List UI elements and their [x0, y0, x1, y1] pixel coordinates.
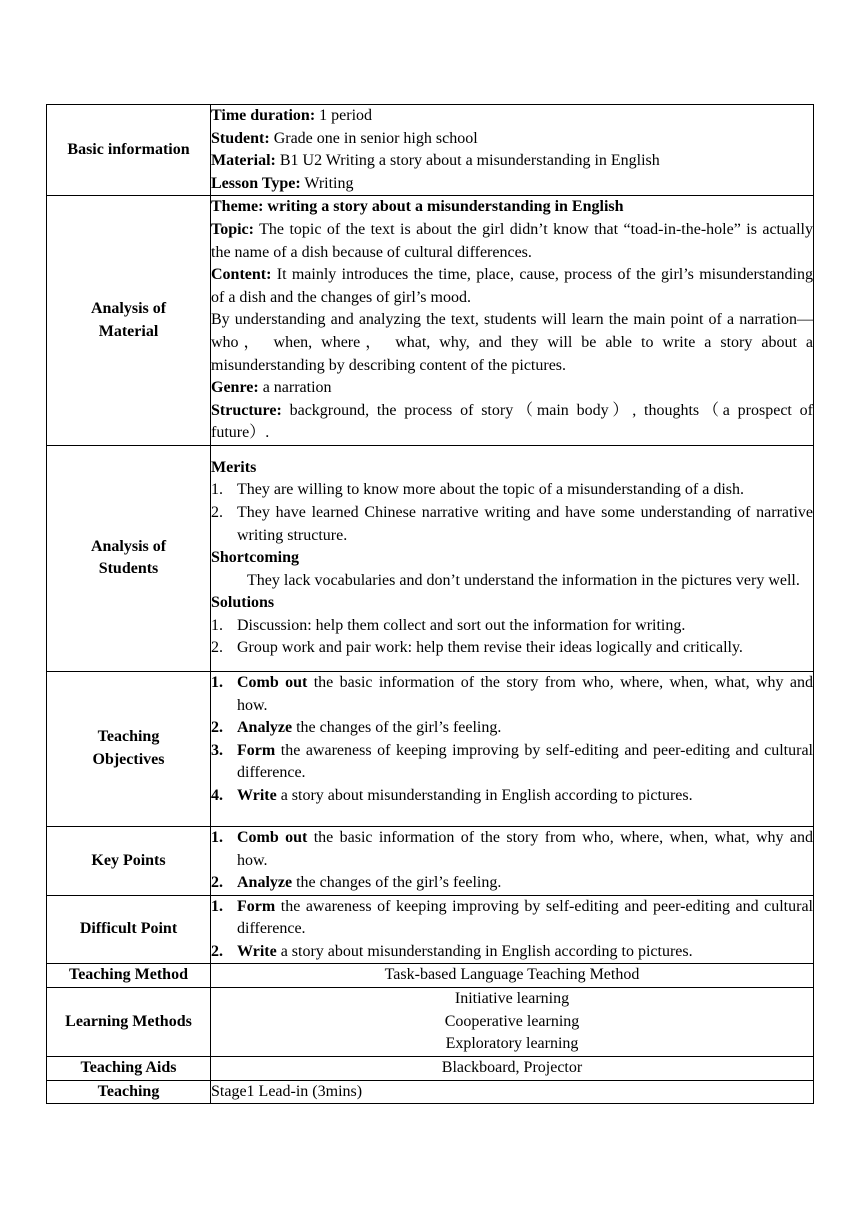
difficult-point-content [211, 895, 814, 964]
material-structure-key: Structure: [211, 401, 282, 419]
list-item: 1. Discussion: help them collect and sort out the information for writing. [211, 616, 686, 634]
learning-methods-row [47, 988, 814, 1057]
material-structure-value: background, the process of story（main body）, thoughts（a prospect of future）. [211, 401, 813, 442]
list-item: 3. Form the awareness of keeping improving by self-editing and peer-editing and cultural difference. [211, 741, 813, 782]
difficult-point-label: Difficult Point [47, 895, 211, 964]
material-key: Material: [211, 152, 276, 170]
basic-information-row [47, 105, 814, 196]
list-item: 2. Group work and pair work: help them revise their ideas logically and critically. [211, 639, 743, 657]
material-topic-value: The topic of the text is about the girl didn’t know that “toad-in-the-hole” is actually the name of a dish because of cultural differences. [211, 220, 813, 261]
list-item: 2. Analyze the changes of the girl’s feeling. [211, 719, 502, 737]
material-topic-key: Topic: [211, 220, 254, 238]
material-genre-value: a narration [258, 379, 332, 397]
objectives-label-line1: Teaching [97, 728, 160, 746]
list-item: 2. They have learned Chinese narrative writing and have some understanding of narrative writing structure. [211, 503, 813, 544]
material-label-line1: Analysis of [90, 300, 167, 318]
teaching-aids-row [47, 1057, 814, 1081]
teaching-objectives-row [47, 671, 814, 826]
learning-methods-label: Learning Methods [47, 988, 211, 1057]
material-content-value: It mainly introduces the time, place, cause, process of the girl’s misunderstanding of a dish and the changes of girl’s mood. [211, 266, 813, 306]
objectives-list [211, 672, 813, 808]
difficult-point-list [211, 896, 813, 964]
key-points-row [47, 826, 814, 895]
basic-information-label: Basic information [47, 105, 211, 196]
analysis-of-students-row [47, 445, 814, 671]
difficult-point-row [47, 895, 814, 964]
learning-method-item: Initiative learning [454, 990, 570, 1008]
material-genre-key: Genre: [211, 379, 259, 397]
objectives-label-line2: Objectives [92, 750, 165, 768]
learning-method-item: Exploratory learning [445, 1035, 579, 1053]
list-item: 2. Write a story about misunderstanding in English according to pictures. [211, 942, 693, 960]
merits-heading: Merits [211, 458, 257, 476]
time-duration-value: 1 period [315, 107, 373, 124]
teaching-method-label: Teaching Method [47, 964, 211, 988]
teaching-objectives-label [47, 671, 211, 826]
students-label-line2: Students [98, 560, 159, 578]
list-item: 1. Comb out the basic information of the story from who, where, when, what, why and how. [211, 673, 813, 714]
basic-information-content [211, 105, 814, 196]
solutions-heading: Solutions [211, 594, 275, 612]
analysis-of-material-row [47, 196, 814, 446]
list-item: 2. Analyze the changes of the girl’s feeling. [211, 874, 502, 892]
material-theme: Theme: writing a story about a misunderstanding in English [211, 198, 624, 216]
list-item: 4. Write a story about misunderstanding in English according to pictures. [211, 786, 693, 804]
learning-methods-content [211, 988, 814, 1057]
analysis-of-students-content [211, 445, 814, 671]
teaching-value: Stage1 Lead-in (3mins) [211, 1080, 814, 1104]
list-item: 1. They are willing to know more about the topic of a misunderstanding of a dish. [211, 481, 744, 499]
analysis-of-material-label [47, 196, 211, 446]
material-value: B1 U2 Writing a story about a misunderstanding in English [275, 152, 660, 170]
list-item: 1. Comb out the basic information of the story from who, where, when, what, why and how. [211, 828, 813, 869]
teaching-label: Teaching [47, 1080, 211, 1104]
student-key: Student: [211, 129, 270, 147]
material-paragraph: By understanding and analyzing the text, students will learn the main point of a narration—who， when, where， what, why, and they will be able to write a story about a misunderstanding by describing content of the pictures. [211, 311, 813, 374]
solutions-list [211, 615, 813, 660]
teaching-objectives-content [211, 671, 814, 826]
teaching-aids-value: Blackboard, Projector [211, 1057, 814, 1081]
shortcoming-heading: Shortcoming [211, 549, 299, 567]
analysis-of-students-label [47, 445, 211, 671]
lesson-type-value: Writing [300, 174, 354, 192]
learning-method-item: Cooperative learning [444, 1012, 580, 1030]
shortcoming-text: They lack vocabularies and don’t understand the information in the pictures very well. [247, 571, 800, 589]
merits-list [211, 479, 813, 547]
material-label-line2: Material [98, 322, 159, 340]
teaching-method-row [47, 964, 814, 988]
list-item: 1. Form the awareness of keeping improving by self-editing and peer-editing and cultural difference. [211, 897, 813, 938]
teaching-aids-label: Teaching Aids [47, 1057, 211, 1081]
material-content-key: Content: [211, 266, 272, 284]
analysis-of-material-content [211, 196, 814, 446]
lesson-type-key: Lesson Type: [211, 174, 301, 192]
time-duration-key: Time duration: [211, 107, 316, 124]
teaching-row [47, 1080, 814, 1104]
key-points-label: Key Points [47, 826, 211, 895]
key-points-list [211, 827, 813, 895]
student-value: Grade one in senior high school [269, 129, 478, 147]
teaching-method-value: Task-based Language Teaching Method [211, 964, 814, 988]
key-points-content [211, 826, 814, 895]
lesson-plan-table [46, 104, 814, 1104]
students-label-line1: Analysis of [90, 537, 167, 555]
